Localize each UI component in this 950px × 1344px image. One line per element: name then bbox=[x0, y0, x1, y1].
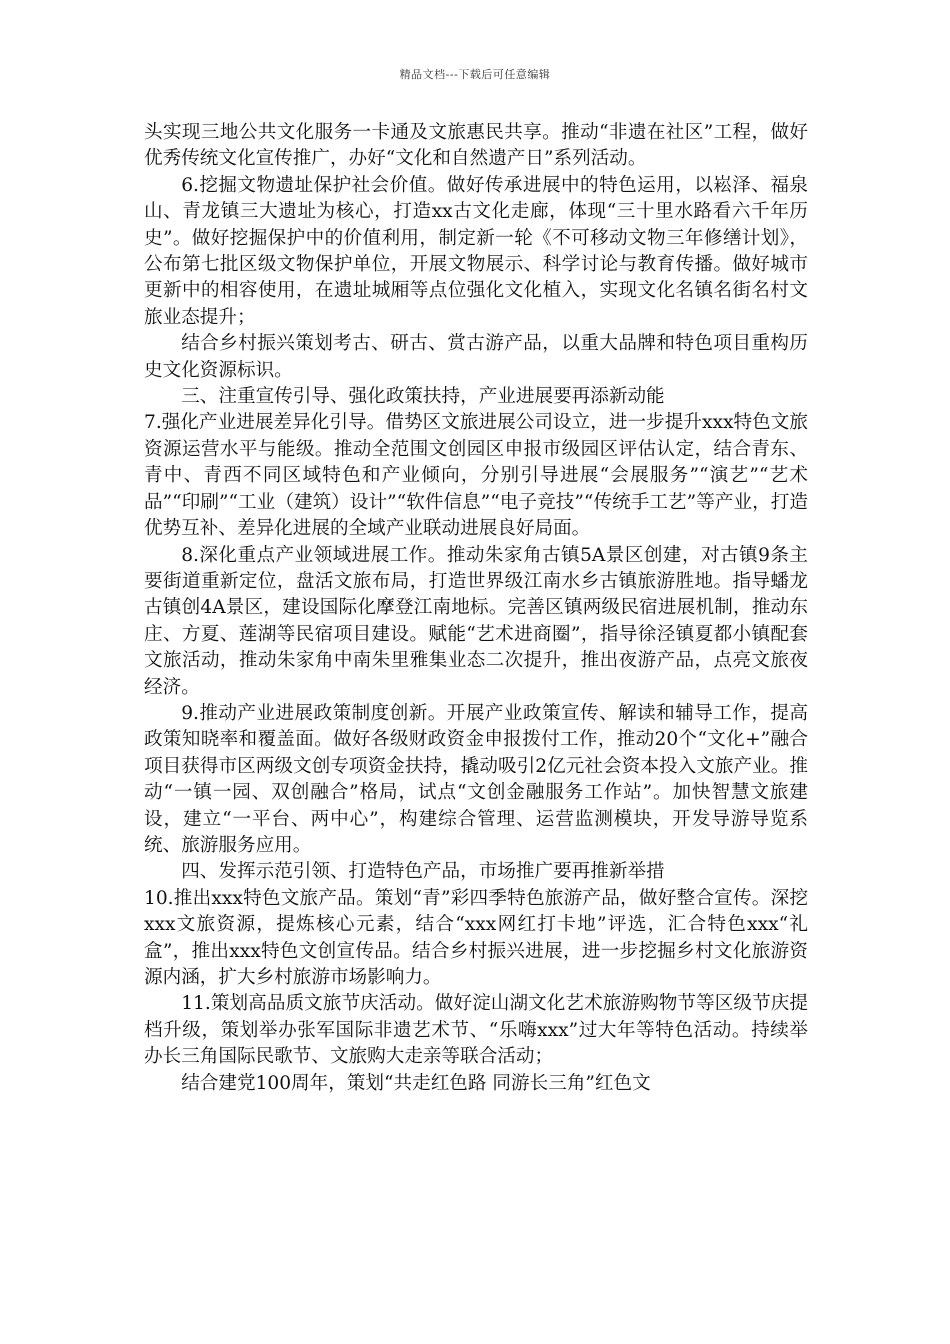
document-body bbox=[144, 120, 808, 1097]
paragraph: 10.推出xxx特色文旅产品。策划“青”彩四季特色旅游产品，做好整合宣传。深挖xxx文旅资源，提炼核心元素，结合“xxx网红打卡地”评选，汇合特色xxx“礼盒”，推出xxx特色文创宣传品。结合乡村振兴进展，进一步挖掘乡村文化旅游资源内涵，扩大乡村旅游市场影响力。 bbox=[144, 887, 808, 988]
paragraph: 结合乡村振兴策划考古、研古、赏古游产品，以重大品牌和特色项目重构历史文化资源标识。 bbox=[144, 333, 808, 381]
paragraph: 6.挖掘文物遗址保护社会价值。做好传承进展中的特色运用，以崧泽、福泉山、青龙镇三大遗址为核心，打造xx古文化走廊，体现“三十里水路看六千年历史”。做好挖掘保护中的价值利用，制定新一轮《不可移动文物三年修缮计划》，公布第七批区级文物保护单位，开展文物展示、科学讨论与教育传播。做好城市更新中的相容使用，在遗址城厢等点位强化文化植入，实现文化名镇名街名村文旅业态提升； bbox=[144, 174, 808, 328]
paragraph: 8.深化重点产业领域进展工作。推动朱家角古镇5A景区创建，对古镇9条主要街道重新定位，盘活文旅布局，打造世界级江南水乡古镇旅游胜地。指导蟠龙古镇创4A景区，建设国际化摩登江南地标。完善区镇两级民宿进展机制，推动东庄、方夏、莲湖等民宿项目建设。赋能“艺术进商圈”，指导徐泾镇夏都小镇配套文旅活动，推动朱家角中南朱里雅集业态二次提升，推出夜游产品，点亮文旅夜经济。 bbox=[144, 544, 808, 698]
section-heading: 三、注重宣传引导、强化政策扶持，产业进展要再添新动能 bbox=[181, 386, 665, 408]
paragraph: 9.推动产业进展政策制度创新。开展产业政策宣传、解读和辅导工作，提高政策知晓率和覆盖面。做好各级财政资金申报拨付工作，推动20个“文化+”融合项目获得市区两级文创专项资金扶持，撬动吸引2亿元社会资本投入文旅产业。推动“一镇一园、双创融合”格局，试点“文创金融服务工作站”。加快智慧文旅建设，建立“一平台、两中心”，构建综合管理、运营监测模块，开发导游导览系统、旅游服务应用。 bbox=[144, 702, 808, 856]
paragraph: 7.强化产业进展差异化引导。借势区文旅进展公司设立，进一步提升xxx特色文旅资源运营水平与能级。推动全范围文创园区申报市级园区评估认定，结合青东、青中、青西不同区域特色和产业倾向，分别引导进展“会展服务”“演艺”“艺术品”“印刷”“工业（建筑）设计”“软件信息”“电子竞技”“传统手工艺”等产业，打造优势互补、差异化进展的全域产业联动进展良好局面。 bbox=[144, 412, 808, 540]
paragraph: 结合建党100周年，策划“共走红色路 同游长三角”红色文 bbox=[181, 1072, 651, 1094]
paragraph: 11.策划高品质文旅节庆活动。做好淀山湖文化艺术旅游购物节等区级节庆提档升级，策划举办张军国际非遗艺术节、“乐嗨xxx”过大年等特色活动。持续举办长三角国际民歌节、文旅购大走亲等联合活动； bbox=[144, 993, 808, 1068]
page-header: 精品文档---下载后可任意编辑 bbox=[399, 68, 551, 81]
section-heading: 四、发挥示范引领、打造特色产品，市场推广要再推新举措 bbox=[181, 861, 665, 883]
paragraph: 头实现三地公共文化服务一卡通及文旅惠民共享。推动“非遗在社区”工程，做好优秀传统文化宣传推广，办好“文化和自然遗产日”系列活动。 bbox=[144, 122, 808, 170]
